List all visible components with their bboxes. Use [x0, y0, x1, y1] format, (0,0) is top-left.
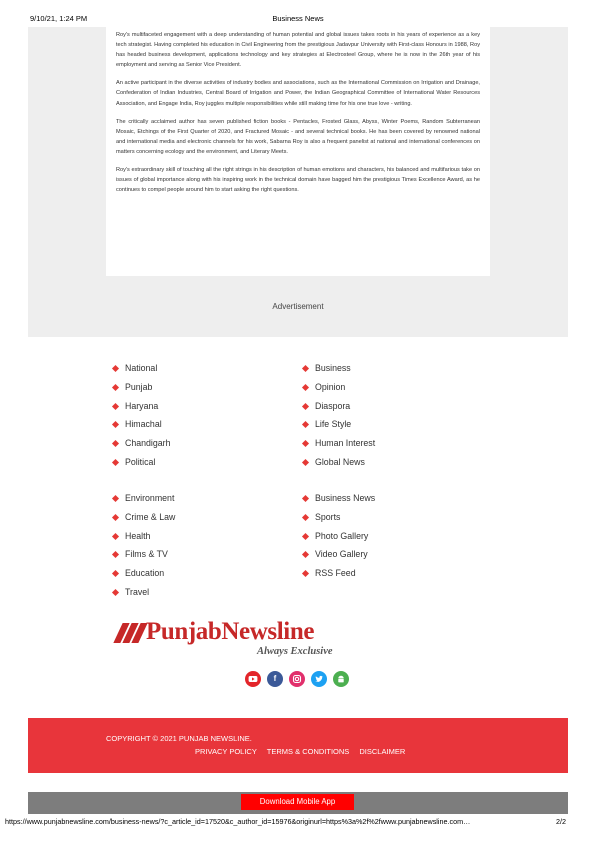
advertisement-label: Advertisement [272, 302, 324, 311]
bullet-icon [112, 589, 119, 596]
link-environment[interactable]: Environment [113, 492, 175, 511]
article-paragraph: Roy's extraordinary skill of touching all the right strings in his description of human emotions and characters, his balanced and multifarious take on issues of global importance along with his inspiring work in the technical domain have bagged him the prestigious Times Excellence Award, as he continues to compel people around him to start asking the right questions. [116, 167, 480, 194]
logo-tagline: Always Exclusive [257, 646, 333, 657]
disclaimer-link[interactable]: DISCLAIMER [359, 747, 406, 756]
site-logo[interactable] [114, 620, 354, 662]
bullet-icon [302, 403, 309, 410]
article-zone [28, 27, 568, 337]
bullet-icon [302, 533, 309, 540]
link-films-tv[interactable]: Films & TV [113, 548, 175, 567]
link-video-gallery[interactable]: Video Gallery [303, 548, 375, 567]
copyright-text: COPYRIGHT © 2021 PUNJAB NEWSLINE. [106, 734, 252, 743]
bullet-icon [302, 514, 309, 521]
bullet-icon [302, 459, 309, 466]
link-health[interactable]: Health [113, 530, 175, 549]
article-body [106, 27, 490, 276]
link-global-news[interactable]: Global News [303, 456, 375, 475]
link-business[interactable]: Business [303, 362, 375, 381]
print-page-number: 2/2 [556, 817, 566, 826]
link-political[interactable]: Political [113, 456, 170, 475]
print-url: https://www.punjabnewsline.com/business-news/?c_article_id=17520&c_author_id=15976&originurl=https%3a%2f%2fwww.punjabnewsline.com… [5, 817, 471, 826]
article-paragraph: An active participant in the diverse activities of industry bodies and associations, such as the International Commission on Irrigation and Drainage, Confederation of Indian Industries, Central Board of Irrigation and Power, the Indian Geographical Committee of International Water Resources Association, and Engage India, Roy juggles multiple responsibilities while still making time for his one true love - writing. [116, 80, 480, 107]
print-date: 9/10/21, 1:24 PM [30, 14, 88, 23]
footer-links [195, 747, 413, 756]
bullet-icon [302, 384, 309, 391]
link-opinion[interactable]: Opinion [303, 381, 375, 400]
logo-wordmark: PunjabNewsline [146, 618, 315, 645]
bullet-icon [302, 495, 309, 502]
link-rss-feed[interactable]: RSS Feed [303, 567, 375, 586]
bullet-icon [112, 384, 119, 391]
link-travel[interactable]: Travel [113, 586, 175, 605]
footer-band [28, 718, 568, 773]
bullet-icon [112, 459, 119, 466]
link-education[interactable]: Education [113, 567, 175, 586]
link-column-2 [303, 362, 375, 475]
bullet-icon [112, 533, 119, 540]
article-paragraph: Roy's multifaceted engagement with a deep understanding of human potential and global issues takes roots in his years of experience as a key tech strategist. Having completed his education in Civil Engineering from the prestigious Jadavpur University with First-class Honours in 1988, Roy has headed business development, applications technology and key strategies at Electrosteel Group, where he is now in the 26th year of his employment and serving as Senior Vice President. [116, 32, 480, 69]
bullet-icon [302, 421, 309, 428]
link-business-news[interactable]: Business News [303, 492, 375, 511]
android-icon[interactable] [333, 671, 349, 687]
bullet-icon [112, 365, 119, 372]
link-haryana[interactable]: Haryana [113, 400, 170, 419]
link-column-4 [303, 492, 375, 586]
bullet-icon [112, 403, 119, 410]
facebook-icon[interactable]: f [267, 671, 283, 687]
link-punjab[interactable]: Punjab [113, 381, 170, 400]
article-paragraph: The critically acclaimed author has seven published fiction books - Pentacles, Frosted Glass, Abyss, Winter Poems, Random Subterranean Mosaic, Etchings of the First Quarter of 2020, and Fractured Mosaic - and several technical books. He has been covered by renowned national and international media and electronic channels for his work, Sabarna Roy is also a frequent panelist at national and international conferences on matters concerning ecology and the environment, and Literary Meets. [116, 118, 480, 155]
link-photo-gallery[interactable]: Photo Gallery [303, 530, 375, 549]
link-national[interactable]: National [113, 362, 170, 381]
logo-stripes-icon [114, 623, 144, 643]
link-column-1 [113, 362, 170, 475]
link-life-style[interactable]: Life Style [303, 418, 375, 437]
link-himachal[interactable]: Himachal [113, 418, 170, 437]
social-links [245, 671, 355, 687]
app-download-bar [28, 792, 568, 814]
link-diaspora[interactable]: Diaspora [303, 400, 375, 419]
twitter-icon[interactable] [311, 671, 327, 687]
print-header [0, 14, 596, 26]
bullet-icon [112, 495, 119, 502]
print-page-title: Business News [272, 14, 324, 23]
link-crime-law[interactable]: Crime & Law [113, 511, 175, 530]
print-footer [0, 817, 596, 829]
bullet-icon [302, 570, 309, 577]
download-mobile-app-button[interactable]: Download Mobile App [241, 794, 354, 810]
terms-conditions-link[interactable]: TERMS & CONDITIONS [266, 747, 350, 756]
link-human-interest[interactable]: Human Interest [303, 437, 375, 456]
link-sports[interactable]: Sports [303, 511, 375, 530]
bullet-icon [112, 514, 119, 521]
bullet-icon [112, 421, 119, 428]
bullet-icon [302, 440, 309, 447]
bullet-icon [302, 365, 309, 372]
instagram-icon[interactable] [289, 671, 305, 687]
youtube-icon[interactable] [245, 671, 261, 687]
link-column-3 [113, 492, 175, 605]
bullet-icon [112, 440, 119, 447]
link-chandigarh[interactable]: Chandigarh [113, 437, 170, 456]
bullet-icon [302, 551, 309, 558]
bullet-icon [112, 551, 119, 558]
bullet-icon [112, 570, 119, 577]
privacy-policy-link[interactable]: PRIVACY POLICY [195, 747, 257, 756]
